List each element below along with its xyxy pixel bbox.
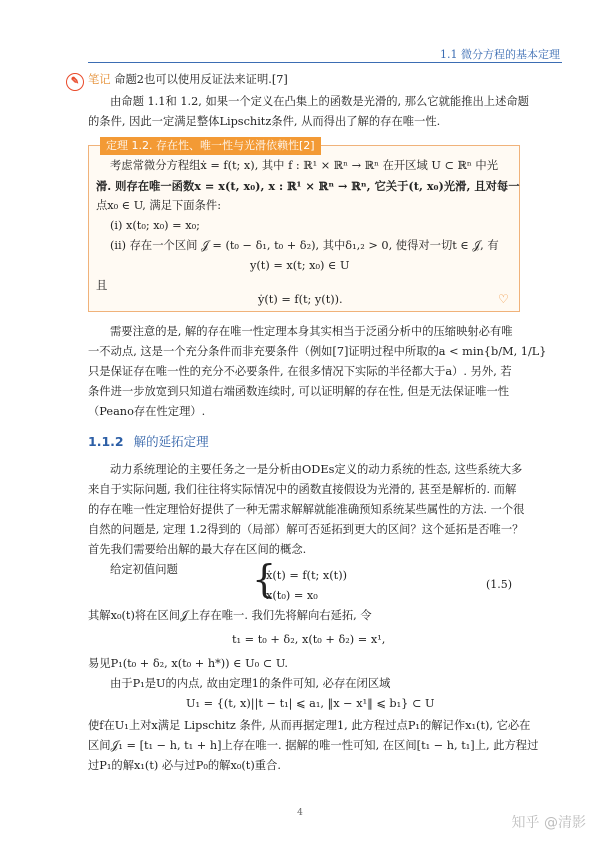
para8-line1: 使f在U₁上对x满足 Lipschitz 条件, 从而再据定理1, 此方程过点P₁的解记作x₁(t), 它必在 <box>88 719 531 732</box>
para2-line2: 一不动点, 这是一个充分条件而非充要条件（例如[7]证明过程中所取的a < min{b/M, 1/L} <box>88 345 547 358</box>
para3-line5: 首先我们需要给出解的最大存在区间的概念. <box>88 543 307 556</box>
theorem-eq2: ẏ(t) = f(t; y(t)). <box>258 293 343 306</box>
para2-line5: （Peano存在性定理）. <box>88 405 206 418</box>
watermark: 知乎 @清影 <box>511 815 586 831</box>
para3-line4: 自然的问题是, 定理 1.2得到的（局部）解可否延拓到更大的区间？这个延拓是否唯一？ <box>88 523 524 536</box>
para2-line3: 只是保证存在唯一性的充分不必要条件, 在很多情况下实际的半径都大于a）. 另外, 若 <box>88 365 512 378</box>
note-text: 命题2也可以使用反证法来证明.[7] <box>114 73 288 86</box>
system-eq2: x(t₀) = x₀ <box>266 589 318 602</box>
equation-t1: t₁ = t₀ + δ₂, x(t₀ + δ₂) = x¹, <box>232 633 386 646</box>
para3-line2: 来自于实际问题, 我们往往将实际情况中的函数直接假设为光滑的, 甚至是解析的. 而解 <box>88 483 517 496</box>
theorem-line2: 滑. 则存在唯一函数x = x(t, x₀), x : ℝ¹ × ℝⁿ → ℝⁿ, 它关于(t, x₀)光滑, 且对每一 <box>96 179 520 193</box>
theorem-and: 且 <box>96 279 108 292</box>
note-label: 笔记 <box>88 73 111 86</box>
para3-line3: 的存在唯一性定理恰好提供了一种无需求解解就能准确预知系统某些属性的方法. 一个很 <box>88 503 525 516</box>
section-title: 解的延拓定理 <box>133 434 209 449</box>
note-icon: ✎ <box>66 73 84 91</box>
theorem-item1: (i) x(t₀; x₀) = x₀; <box>110 219 200 232</box>
note <box>88 70 288 90</box>
section-heading <box>88 432 209 450</box>
para1-line1: 由命题 1.1和 1.2, 如果一个定义在凸集上的函数是光滑的, 那么它就能推出上述命题 <box>110 95 529 108</box>
para1-line2: 的条件, 因此一定满足整体Lipschitz条件, 从而得出了解的存在唯一性. <box>88 115 441 128</box>
para6-line1: 易见P₁(t₀ + δ₂, x(t₀ + h*)) ∈ U₀ ⊂ U. <box>88 657 288 670</box>
equation-u1: U₁ = {(t, x)||t − t₁| ⩽ a₁, ‖x − x¹‖ ⩽ b₁} ⊂ U <box>186 697 435 710</box>
para8-line2: 区间𝒥₁ = [t₁ − h, t₁ + h]上存在唯一. 据解的唯一性可知, 在区间[t₁ − h, t₁]上, 此方程过 <box>88 739 539 752</box>
para7-line1: 由于P₁是U的内点, 故由定理1的条件可知, 必存在闭区域 <box>110 677 391 690</box>
para2-line1: 需要注意的是, 解的存在唯一性定理本身其实相当于泛函分析中的压缩映射必有唯 <box>110 325 513 338</box>
para8-line3: 过P₁的解x₁(t) 必与过P₀的解x₀(t)重合. <box>88 759 281 772</box>
heart-icon: ♡ <box>498 292 509 306</box>
header-rule <box>88 62 562 63</box>
running-header: 1.1 微分方程的基本定理 <box>440 48 560 61</box>
theorem-line1: 考虑常微分方程组ẋ = f(t; x), 其中 f : ℝ¹ × ℝⁿ → ℝⁿ 在开区域 U ⊂ ℝⁿ 中光 <box>110 159 498 172</box>
theorem-eq1: y(t) = x(t; x₀) ∈ U <box>250 259 350 272</box>
theorem-line3: 点x₀ ∈ U, 满足下面条件: <box>96 199 221 212</box>
section-number: 1.1.2 <box>88 434 124 449</box>
theorem-title: 定理 1.2. 存在性、唯一性与光滑依赖性[2] <box>100 137 321 155</box>
theorem-item2: (ii) 存在一个区间 𝒥 = (t₀ − δ₁, t₀ + δ₂), 其中δ₁,₂ > 0, 使得对一切t ∈ 𝒥, 有 <box>110 239 499 252</box>
system-brace: { <box>252 557 277 601</box>
system-eq1: ẋ(t) = f(t; x(t)) <box>266 569 348 582</box>
para4-line1: 给定初值问题 <box>110 563 178 576</box>
equation-number: (1.5) <box>486 578 513 591</box>
para2-line4: 条件进一步放宽到只知道右端函数连续时, 可以证明解的存在性, 但是无法保证唯一性 <box>88 385 510 398</box>
para3-line1: 动力系统理论的主要任务之一是分析由ODEs定义的动力系统的性态, 这些系统大多 <box>110 463 523 476</box>
page-number: 4 <box>297 808 303 818</box>
para5-line1: 其解x₀(t)将在区间𝒥上存在唯一. 我们先将解向右延拓, 令 <box>88 609 372 622</box>
